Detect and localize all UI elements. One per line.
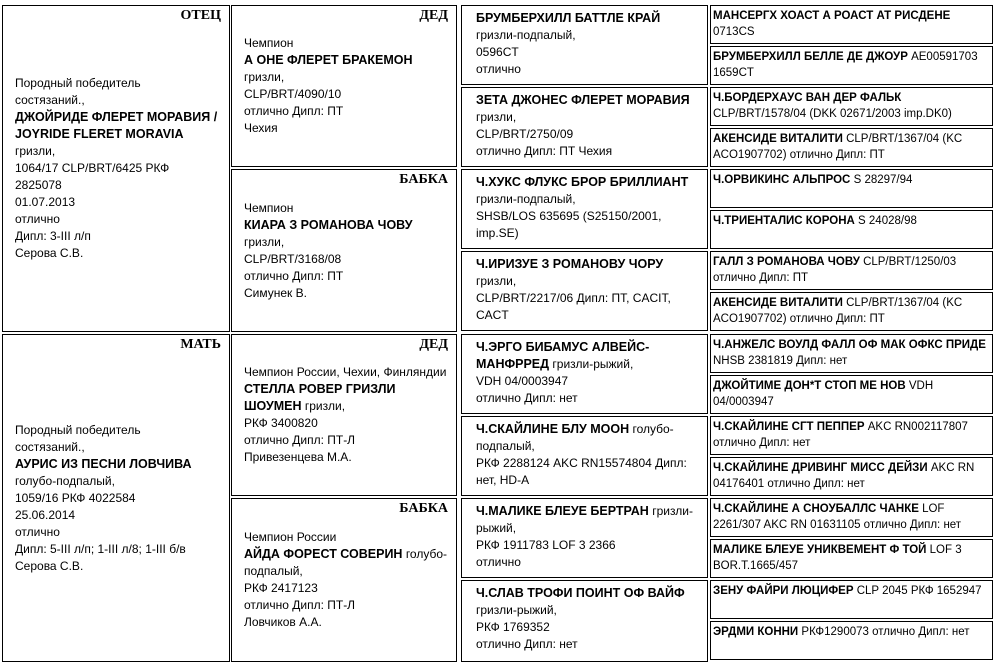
sire-title-2: состязаний.,: [15, 93, 85, 107]
granddam-paternal-cell: [231, 169, 457, 332]
dog-name: Ч.АНЖЕЛС ВОУЛД ФАЛЛ ОФ МАК ОФКС ПРИДЕ: [713, 339, 986, 351]
dam-detail: отлично: [15, 524, 60, 539]
registration: CLP/BRT/1250/03 отлично Дипл: ПТ: [713, 256, 957, 284]
dog-name: Ч.БОРДЕРХАУС ВАН ДЕР ФАЛЬК: [713, 92, 902, 104]
detail: гризли,: [244, 70, 285, 84]
great-great-grandparent-info: [713, 379, 988, 410]
registration: AKC RN002117807 отлично Дипл: нет: [713, 421, 968, 449]
registration: LOF 2261/307 AKC RN 01631105 отлично Дипл: нет: [713, 503, 962, 531]
detail: отлично Дипл: ПТ Чехия: [476, 144, 613, 158]
detail: CLP/BRT/3168/08: [244, 251, 342, 266]
great-great-grandparent-info: [713, 173, 988, 189]
dog-name: БРУМБЕРХИЛЛ БЕЛЛЕ ДЕ ДЖОУР: [713, 51, 908, 63]
detail: VDH 04/0003947: [476, 374, 569, 388]
detail: CLP/BRT/2750/09: [476, 127, 574, 141]
registration: CLP/BRT/1578/04 (DKK 02671/2003 imp.DK0): [713, 107, 952, 120]
great-great-grandparent-info: [713, 214, 988, 230]
grandmother-label: БАБКА: [399, 172, 448, 187]
detail: CACT: [476, 308, 509, 322]
dam-detail: Серова С.В.: [15, 558, 84, 573]
great-grandparent-info: [476, 256, 703, 324]
sire-cell: [2, 5, 230, 332]
detail: 0596CT: [476, 45, 519, 59]
detail: Привезенцева М.А.: [244, 450, 352, 464]
detail: гризли-подпалый,: [476, 192, 576, 206]
grandfather-label: ДЕД: [419, 337, 448, 352]
dog-name: Ч.СКАЙЛИНЕ БЛУ МООН: [476, 422, 630, 436]
detail: нет, HD-A: [476, 473, 530, 487]
dog-name: Ч.СКАЙЛИНЕ СГТ ПЕППЕР: [713, 421, 865, 433]
detail: SHSB/LOS 635695 (S25150/2001,: [476, 209, 662, 223]
dam-detail: 25.06.2014: [15, 507, 76, 522]
registration: AKC RN 04176401 отлично Дипл: нет: [713, 462, 975, 490]
grandmother-label: БАБКА: [399, 501, 448, 516]
great-grandparent-info: [476, 421, 703, 489]
great-great-grandparent-info: [713, 461, 988, 492]
great-grandparent-cell: [461, 498, 708, 578]
great-great-grandparent-info: [713, 543, 988, 574]
dog-name: КИАРА З РОМАНОВА ЧОВУ: [244, 217, 413, 232]
detail: отлично Дипл: ПТ: [244, 268, 344, 283]
detail: гризли-подпалый,: [476, 28, 576, 42]
dog-name: Ч.МАЛИКЕ БЛЕУЕ БЕРТРАН: [476, 504, 649, 518]
great-great-grandparent-cell: [710, 87, 993, 126]
dam-detail: голубо-подпалый,: [15, 473, 115, 488]
great-great-grandparent-cell: [710, 498, 993, 537]
great-great-grandparent-cell: [710, 292, 993, 331]
detail: Чехия: [244, 121, 278, 135]
detail: РКФ 2288124 AKC RN15574804 Дипл:: [476, 456, 687, 470]
dam-title-2: состязаний.,: [15, 439, 85, 454]
great-great-grandparent-info: [713, 132, 988, 163]
dam-cell: [2, 334, 230, 662]
color: голубо-подпалый,: [244, 547, 448, 578]
great-great-grandparent-cell: [710, 457, 993, 496]
dog-name: ЗЕНУ ФАЙРИ ЛЮЦИФЕР: [713, 585, 854, 597]
detail: отлично: [476, 62, 521, 76]
great-grandparent-cell: [461, 580, 708, 662]
dog-name: АКЕНСИДЕ ВИТАЛИТИ: [713, 133, 843, 145]
dog-name: МАЛИКЕ БЛЕУЕ УНИКВЕМЕНТ Ф ТОЙ: [713, 544, 927, 556]
great-great-grandparent-info: [713, 625, 988, 641]
great-great-grandparent-info: [713, 338, 988, 369]
registration: CLP/BRT/1367/04 (KC ACO1907702) отлично Дипл: ПТ: [713, 133, 963, 161]
detail: гризли,: [476, 110, 517, 124]
great-great-grandparent-cell: [710, 169, 993, 208]
detail: Ловчиков А.А.: [244, 615, 322, 629]
detail: отлично Дипл: ПТ: [244, 104, 344, 118]
dam-name: АУРИС ИЗ ПЕСНИ ЛОВЧИВА: [15, 456, 192, 471]
dog-name: Ч.ОРВИКИНС АЛЬПРОС: [713, 174, 851, 186]
detail: отлично Дипл: нет: [476, 391, 578, 405]
registration: 0713CS: [713, 25, 755, 38]
great-great-grandparent-cell: [710, 539, 993, 578]
great-grandparent-info: [476, 174, 703, 242]
dog-name: АЙДА ФОРЕСТ СОВЕРИН: [244, 547, 403, 561]
dog-name: А ОНЕ ФЛЕРЕТ БРАКЕМОН: [244, 53, 413, 67]
grandsire-paternal-info: [244, 6, 452, 166]
dam-info: [15, 335, 225, 661]
great-great-grandparent-info: [713, 91, 988, 122]
detail: отлично Дипл: ПТ-Л: [244, 433, 356, 447]
great-grandparent-info: [476, 339, 703, 407]
grandsire-maternal-cell: [231, 334, 457, 496]
great-great-grandparent-cell: [710, 416, 993, 455]
sire-detail: отлично: [15, 212, 60, 226]
registration: AE00591703 1659CT: [713, 51, 978, 79]
great-great-grandparent-info: [713, 584, 988, 600]
detail: РКФ 1911783 LOF 3 2366: [476, 538, 616, 552]
great-grandparent-cell: [461, 87, 708, 167]
dog-name: Ч.СЛАВ ТРОФИ ПОИНТ ОФ ВАЙФ: [476, 586, 685, 600]
detail: отлично Дипл: ПТ-Л: [244, 598, 356, 612]
registration: NHSB 2381819 Дипл: нет: [713, 354, 848, 367]
detail: РКФ 1769352: [476, 620, 550, 634]
detail: отлично: [476, 555, 521, 569]
registration: CLP/BRT/1367/04 (KC ACO1907702) отлично Дипл: ПТ: [713, 297, 963, 325]
great-great-grandparent-info: [713, 420, 988, 451]
great-grandparent-info: [476, 10, 703, 78]
great-grandparent-cell: [461, 251, 708, 331]
detail: РКФ 2417123: [244, 581, 318, 595]
sire-detail: Серова С.В.: [15, 246, 84, 260]
title: Чемпион: [244, 36, 294, 50]
sire-title-1: Породный победитель: [15, 76, 141, 90]
great-great-grandparent-cell: [710, 251, 993, 290]
grandsire-maternal-info: [244, 335, 452, 495]
color: гризли,: [304, 399, 346, 413]
mother-label: МАТЬ: [180, 337, 221, 352]
detail: CLP/BRT/2217/06 Дипл: ПТ, CACIT,: [476, 291, 671, 305]
dog-name: Ч.ЭРГО БИБАМУС АЛВЕЙС-МАНФРРЕД: [476, 340, 650, 371]
sire-name: ДЖОЙРИДЕ ФЛЕРЕТ МОРАВИЯ / JOYRIDE FLERET MORAVIA: [15, 110, 218, 141]
dog-name: МАНСЕРГХ ХОАСТ А РОАСТ АТ РИСДЕНЕ: [713, 10, 951, 22]
grandsire-paternal-cell: [231, 5, 457, 167]
title: Чемпион: [244, 200, 294, 215]
great-great-grandparent-info: [713, 296, 988, 327]
dog-name: Ч.СКАЙЛИНЕ ДРИВИНГ МИСС ДЕЙЗИ: [713, 462, 928, 474]
dog-name: ДЖОЙТИМЕ ДОН*Т СТОП МЕ НОВ: [713, 380, 906, 392]
dog-name: ЭРДМИ КОННИ: [713, 626, 799, 638]
detail: РКФ 3400820: [244, 416, 318, 430]
detail: гризли-рыжий,: [476, 603, 557, 617]
registration: S 28297/94: [853, 174, 913, 186]
great-great-grandparent-cell: [710, 375, 993, 414]
great-great-grandparent-info: [713, 9, 988, 40]
great-grandparent-cell: [461, 5, 708, 85]
dog-name: БРУМБЕРХИЛЛ БАТТЛЕ КРАЙ: [476, 11, 661, 25]
great-grandparent-cell: [461, 416, 708, 496]
detail: Симунек В.: [244, 285, 307, 300]
great-grandparent-cell: [461, 334, 708, 414]
sire-detail: 1064/17 CLP/BRT/6425 РКФ: [15, 161, 170, 175]
title: Чемпион России: [244, 530, 337, 544]
great-grandparent-info: [476, 585, 703, 653]
great-great-grandparent-cell: [710, 128, 993, 167]
granddam-paternal-info: [244, 170, 452, 331]
dog-name: Ч.ТРИЕНТАЛИС КОРОНА: [713, 215, 855, 227]
great-grandparent-info: [476, 503, 703, 571]
color: гризли-рыжий,: [476, 504, 694, 535]
sire-detail: 01.07.2013: [15, 195, 76, 209]
grandfather-label: ДЕД: [419, 8, 448, 23]
great-great-grandparent-cell: [710, 334, 993, 373]
detail: гризли,: [244, 234, 285, 249]
great-great-grandparent-cell: [710, 621, 993, 660]
great-great-grandparent-cell: [710, 210, 993, 249]
great-great-grandparent-cell: [710, 46, 993, 85]
dog-name: АКЕНСИДЕ ВИТАЛИТИ: [713, 297, 843, 309]
dog-name: СТЕЛЛА РОВЕР ГРИЗЛИ ШОУМЕН: [244, 382, 396, 413]
dog-name: Ч.СКАЙЛИНЕ А СНОУБАЛЛС ЧАНКЕ: [713, 503, 919, 515]
sire-info: [15, 6, 225, 331]
detail: гризли,: [476, 274, 517, 288]
dog-name: ЗЕТА ДЖОНЕС ФЛЕРЕТ МОРАВИЯ: [476, 93, 690, 107]
registration: LOF 3 BOR.T.1665/457: [713, 544, 962, 572]
granddam-maternal-info: [244, 499, 452, 661]
great-great-grandparent-cell: [710, 5, 993, 44]
dog-name: Ч.ХУКС ФЛУКС БРОР БРИЛЛИАНТ: [476, 175, 689, 189]
great-great-grandparent-info: [713, 502, 988, 533]
registration: РКФ1290073 отлично Дипл: нет: [801, 626, 970, 638]
great-grandparent-info: [476, 92, 703, 160]
registration: S 24028/98: [858, 215, 917, 227]
title: Чемпион России, Чехии, Финляндии: [244, 365, 447, 379]
detail: imp.SE): [476, 226, 519, 240]
registration: VDH 04/0003947: [713, 380, 934, 408]
dam-title-1: Породный победитель: [15, 422, 141, 437]
color: гризли-рыжий,: [552, 357, 634, 371]
great-great-grandparent-info: [713, 255, 988, 286]
great-grandparent-cell: [461, 169, 708, 249]
sire-detail: 2825078: [15, 178, 62, 192]
sire-detail: Дипл: 3-III л/п: [15, 229, 91, 243]
dog-name: Ч.ИРИЗУЕ З РОМАНОВУ ЧОРУ: [476, 257, 664, 271]
color: голубо-подпалый,: [476, 422, 674, 453]
registration: CLP 2045 РКФ 1652947: [856, 585, 982, 597]
great-great-grandparent-info: [713, 50, 988, 81]
detail: CLP/BRT/4090/10: [244, 87, 342, 101]
granddam-maternal-cell: [231, 498, 457, 662]
detail: отлично Дипл: нет: [476, 637, 578, 651]
sire-detail: гризли,: [15, 144, 56, 158]
dam-detail: Дипл: 5-III л/п; 1-III л/8; 1-III б/в: [15, 541, 186, 556]
father-label: ОТЕЦ: [180, 8, 221, 23]
great-great-grandparent-cell: [710, 580, 993, 619]
dog-name: ГАЛЛ З РОМАНОВА ЧОВУ: [713, 256, 860, 268]
dam-detail: 1059/16 РКФ 4022584: [15, 490, 136, 505]
